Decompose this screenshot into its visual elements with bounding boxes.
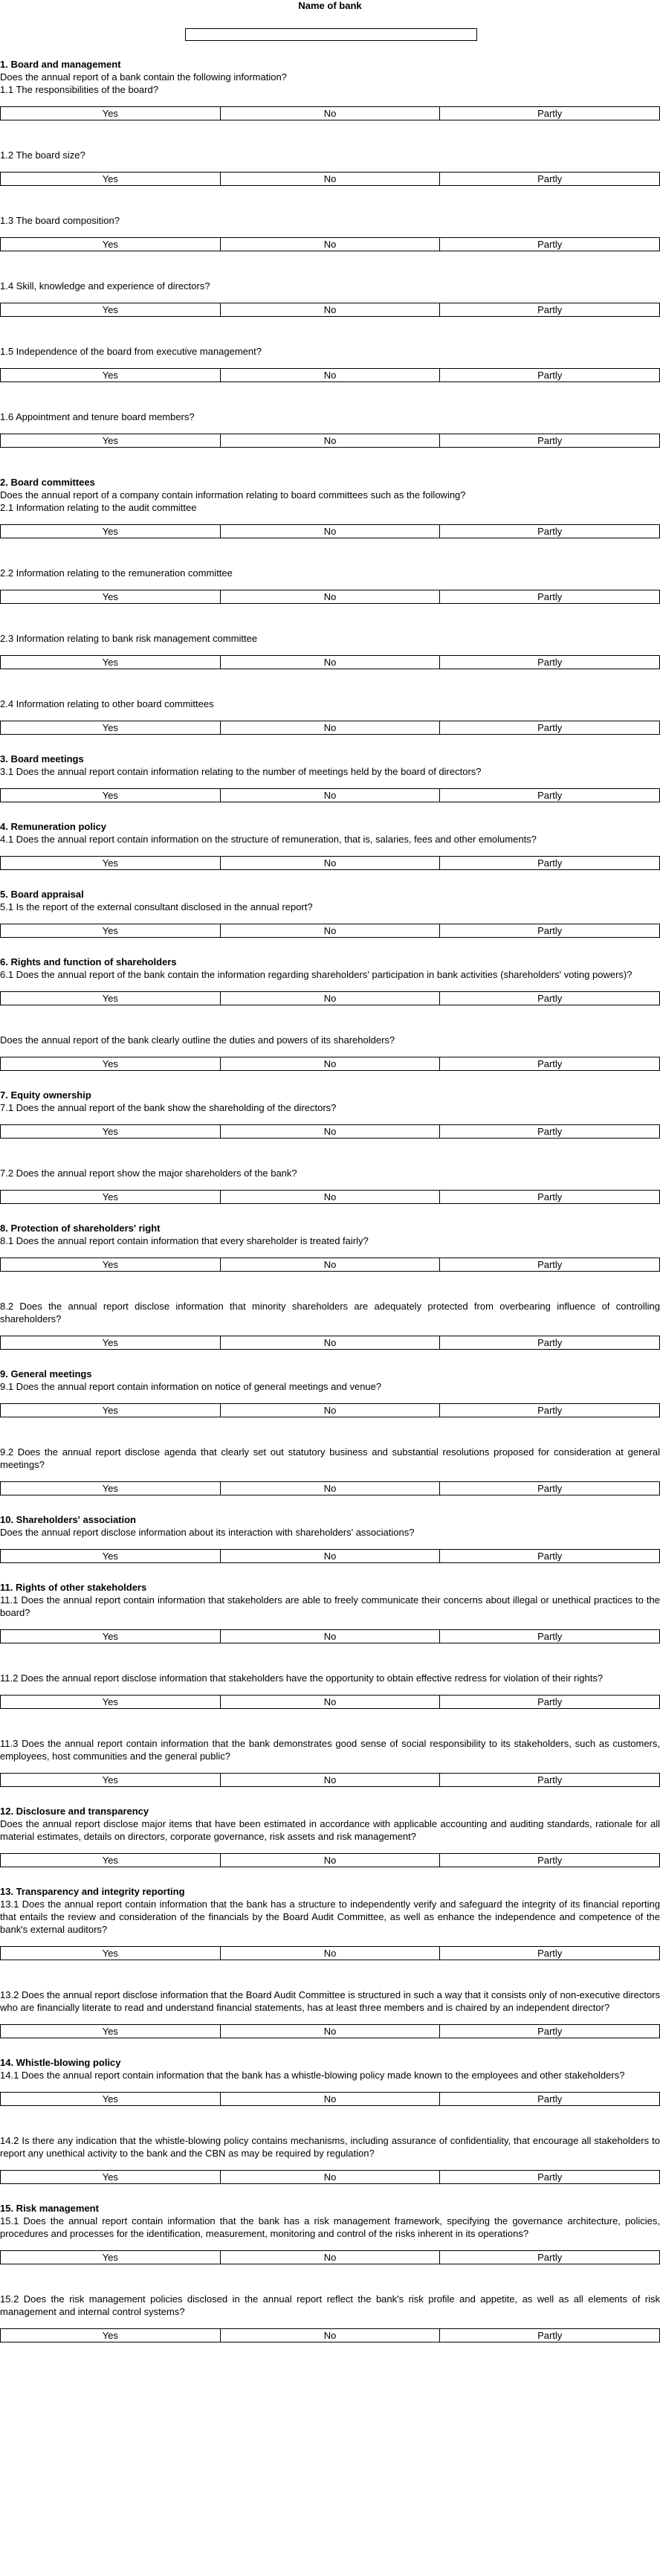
questionnaire-form [0, 58, 660, 2342]
answer-partly[interactable]: Partly [439, 107, 659, 120]
section-heading: 11. Rights of other stakeholders [0, 1582, 147, 1593]
answer-partly[interactable]: Partly [439, 2025, 659, 2038]
answer-row [0, 524, 660, 538]
question-text: 14.1 Does the annual report contain information that the bank has a whistle-blowing policy made known to the employees and other stakeholders? [0, 2070, 625, 2081]
answer-row [0, 1629, 660, 1643]
answer-yes[interactable]: Yes [102, 2171, 118, 2183]
answer-partly[interactable]: Partly [439, 992, 659, 1005]
answer-no[interactable]: No [220, 1696, 440, 1708]
answer-no[interactable]: No [220, 107, 440, 120]
question-text: 6.1 Does the annual report of the bank contain the information regarding shareholders' participation in bank activities (shareholders' voting powers)? [0, 969, 632, 980]
section-heading: 12. Disclosure and transparency [0, 1806, 149, 1817]
question-text: 11.2 Does the annual report disclose information that stakeholders have the opportunity to obtain effective redress for violation of their rights? [0, 1672, 604, 1684]
question-text: 1.2 The board size? [0, 149, 85, 161]
answer-row [0, 106, 660, 120]
answer-no[interactable]: No [220, 992, 440, 1005]
answer-row [0, 172, 660, 186]
section-heading: 8. Protection of shareholders' right [0, 1223, 161, 1234]
answer-no[interactable]: No [220, 656, 440, 669]
answer-row [0, 924, 660, 938]
answer-no[interactable]: No [220, 1258, 440, 1271]
answer-yes[interactable]: Yes [102, 1483, 118, 1494]
answer-partly[interactable]: Partly [439, 1404, 659, 1417]
section-heading: 2. Board committees [0, 477, 95, 488]
question-text: 1.1 The responsibilities of the board? [0, 84, 158, 95]
answer-row [0, 2250, 660, 2264]
section-heading: 5. Board appraisal [0, 889, 84, 900]
answer-no[interactable]: No [220, 2025, 440, 2038]
answer-yes[interactable]: Yes [102, 435, 118, 446]
answer-no[interactable]: No [220, 1404, 440, 1417]
answer-no[interactable]: No [220, 789, 440, 802]
answer-yes[interactable]: Yes [102, 2252, 118, 2263]
answer-partly[interactable]: Partly [439, 1630, 659, 1643]
question-text: Does the annual report of the bank clearly outline the duties and powers of its shareholders? [0, 1034, 395, 1046]
answer-row [0, 655, 660, 669]
answer-partly[interactable]: Partly [439, 721, 659, 734]
question-text: 1.6 Appointment and tenure board members? [0, 411, 195, 422]
question-text: 11.3 Does the annual report contain information that the bank demonstrates good sense of social responsibility to its stakeholders, such as customers, employees, host communities and the general public? [0, 1738, 660, 1762]
answer-row [0, 2328, 660, 2342]
question-text: 15.2 Does the risk management policies disclosed in the annual report reflect the bank's risk profile and appetite, as well as all elements of risk management and internal control systems? [0, 2293, 660, 2317]
answer-row [0, 1258, 660, 1272]
answer-yes[interactable]: Yes [102, 1551, 118, 1562]
answer-no[interactable]: No [220, 434, 440, 447]
answer-no[interactable]: No [220, 2093, 440, 2105]
bank-name-field[interactable] [185, 28, 477, 41]
question-text: 7.2 Does the annual report show the major shareholders of the bank? [0, 1168, 297, 1179]
answer-yes[interactable]: Yes [102, 1337, 118, 1348]
answer-yes[interactable]: Yes [102, 1696, 118, 1707]
answer-partly[interactable]: Partly [439, 1336, 659, 1349]
answer-yes[interactable]: Yes [102, 1191, 118, 1202]
question-text: 2.2 Information relating to the remuneration committee [0, 567, 233, 579]
question-text: 5.1 Is the report of the external consultant disclosed in the annual report? [0, 901, 313, 912]
answer-yes[interactable]: Yes [102, 108, 118, 119]
answer-yes[interactable]: Yes [102, 370, 118, 381]
answer-no[interactable]: No [220, 238, 440, 251]
question-text: 15.1 Does the annual report contain information that the bank has a risk management framework, specifying the governance architecture, policies, procedures and processes for the identification, measurement, monitoring and control of the risks inherent in its operations? [0, 2215, 660, 2239]
answer-row [0, 1336, 660, 1350]
answer-row [0, 1695, 660, 1709]
question-text: 2.1 Information relating to the audit committee [0, 502, 197, 513]
question-text: 1.3 The board composition? [0, 215, 120, 226]
section-heading: 14. Whistle-blowing policy [0, 2057, 121, 2068]
answer-no[interactable]: No [220, 924, 440, 937]
answer-yes[interactable]: Yes [102, 790, 118, 801]
section-heading: 15. Risk management [0, 2203, 99, 2214]
answer-partly[interactable]: Partly [439, 1696, 659, 1708]
answer-yes[interactable]: Yes [102, 304, 118, 315]
question-text: 11.1 Does the annual report contain information that stakeholders are able to freely communicate their concerns about illegal or unethical practices to the board? [0, 1594, 660, 1618]
question-text: 4.1 Does the annual report contain information on the structure of remuneration, that is, salaries, fees and other emoluments? [0, 834, 537, 845]
section-heading: 13. Transparency and integrity reporting [0, 1886, 185, 1897]
answer-no[interactable]: No [220, 2329, 440, 2342]
answer-yes[interactable]: Yes [102, 1405, 118, 1416]
answer-partly[interactable]: Partly [439, 1854, 659, 1867]
answer-partly[interactable]: Partly [439, 369, 659, 381]
question-text: 9.2 Does the annual report disclose agenda that clearly set out statutory business and substantial resolutions proposed for consideration at general meetings? [0, 1446, 660, 1470]
section-intro: Does the annual report of a bank contain the following information? [0, 71, 287, 83]
answer-yes[interactable]: Yes [102, 1855, 118, 1866]
answer-yes[interactable]: Yes [102, 526, 118, 537]
question-text: 14.2 Is there any indication that the whistle-blowing policy contains mechanisms, including assurance of confidentiality, that encourage all stakeholders to report any unethical activity to the bank and the CBN as may be required by regulation? [0, 2135, 660, 2159]
answer-no[interactable]: No [220, 1336, 440, 1349]
answer-no[interactable]: No [220, 1774, 440, 1786]
answer-partly[interactable]: Partly [439, 2251, 659, 2264]
answer-partly[interactable]: Partly [439, 2171, 659, 2183]
answer-partly[interactable]: Partly [439, 238, 659, 251]
answer-no[interactable]: No [220, 173, 440, 185]
question-text: 13.2 Does the annual report disclose information that the Board Audit Committee is structured in such a way that it consists only of non-executive directors who are financially literate to read and understand financial statements, has at least three members and is chaired by an independent director? [0, 1989, 660, 2013]
answer-no[interactable]: No [220, 1550, 440, 1562]
page-title: Name of bank [298, 0, 362, 11]
answer-row [0, 237, 660, 251]
answer-partly[interactable]: Partly [439, 525, 659, 538]
answer-partly[interactable]: Partly [439, 1550, 659, 1562]
section-heading: 4. Remuneration policy [0, 821, 107, 832]
answer-yes[interactable]: Yes [102, 857, 118, 869]
answer-partly[interactable]: Partly [439, 1057, 659, 1070]
answer-partly[interactable]: Partly [439, 1947, 659, 1960]
question-text: Does the annual report disclose major items that have been estimated in accordance with applicable accounting and auditing standards, rationale for all material estimates, details on directors, corporate governance, risk assets and risk management? [0, 1818, 660, 1842]
answer-no[interactable]: No [220, 1630, 440, 1643]
answer-yes[interactable]: Yes [102, 591, 118, 602]
section-heading: 9. General meetings [0, 1368, 92, 1379]
section-intro: Does the annual report of a company contain information relating to board committees such as the following? [0, 489, 466, 500]
answer-partly[interactable]: Partly [439, 303, 659, 316]
question-text: 13.1 Does the annual report contain information that the bank has a structure to independently verify and safeguard the integrity of its financial reporting that entails the review and consideration of the financials by the Board Audit Committee, as well as enhance the independence and competence of the bank's external auditors? [0, 1899, 660, 1935]
answer-no[interactable]: No [220, 369, 440, 381]
answer-no[interactable]: No [220, 857, 440, 869]
answer-row [0, 1773, 660, 1787]
answer-partly[interactable]: Partly [439, 1125, 659, 1138]
answer-no[interactable]: No [220, 525, 440, 538]
section-heading: 6. Rights and function of shareholders [0, 956, 177, 967]
answer-row [0, 1190, 660, 1204]
question-text: 2.4 Information relating to other board committees [0, 698, 214, 709]
question-text: Does the annual report disclose information about its interaction with shareholders' associations? [0, 1527, 415, 1538]
section-heading: 3. Board meetings [0, 753, 84, 764]
answer-no[interactable]: No [220, 590, 440, 603]
answer-no[interactable]: No [220, 1947, 440, 1960]
answer-partly[interactable]: Partly [439, 789, 659, 802]
question-text: 1.5 Independence of the board from executive management? [0, 346, 262, 357]
question-text: 8.1 Does the annual report contain information that every shareholder is treated fairly? [0, 1235, 369, 1246]
answer-row [0, 2024, 660, 2038]
answer-row [0, 1853, 660, 1867]
answer-row [0, 1549, 660, 1563]
answer-partly[interactable]: Partly [439, 2329, 659, 2342]
answer-yes[interactable]: Yes [102, 1126, 118, 1137]
answer-row [0, 721, 660, 735]
section-heading: 7. Equity ownership [0, 1089, 91, 1101]
answer-yes[interactable]: Yes [102, 722, 118, 733]
answer-no[interactable]: No [220, 1191, 440, 1203]
question-text: 8.2 Does the annual report disclose information that minority shareholders are adequately protected from overbearing influence of controlling shareholders? [0, 1301, 660, 1324]
answer-row [0, 788, 660, 802]
answer-row [0, 368, 660, 382]
answer-no[interactable]: No [220, 1854, 440, 1867]
answer-yes[interactable]: Yes [102, 239, 118, 250]
answer-yes[interactable]: Yes [102, 657, 118, 668]
question-text: 7.1 Does the annual report of the bank show the shareholding of the directors? [0, 1102, 337, 1113]
answer-yes[interactable]: Yes [102, 925, 118, 936]
answer-partly[interactable]: Partly [439, 434, 659, 447]
answer-partly[interactable]: Partly [439, 590, 659, 603]
answer-yes[interactable]: Yes [102, 993, 118, 1004]
answer-row [0, 2092, 660, 2106]
answer-row [0, 1124, 660, 1139]
answer-yes[interactable]: Yes [102, 2093, 118, 2105]
answer-yes[interactable]: Yes [102, 1058, 118, 1069]
answer-yes[interactable]: Yes [102, 1259, 118, 1270]
answer-partly[interactable]: Partly [439, 1191, 659, 1203]
answer-yes[interactable]: Yes [102, 2330, 118, 2341]
answer-no[interactable]: No [220, 1125, 440, 1138]
answer-no[interactable]: No [220, 1057, 440, 1070]
answer-row [0, 991, 660, 1005]
answer-row [0, 590, 660, 604]
question-text: 3.1 Does the annual report contain information relating to the number of meetings held by the board of directors? [0, 766, 482, 777]
answer-no[interactable]: No [220, 2171, 440, 2183]
answer-partly[interactable]: Partly [439, 857, 659, 869]
section-heading: 1. Board and management [0, 59, 121, 70]
answer-yes[interactable]: Yes [102, 1631, 118, 1642]
answer-row [0, 2170, 660, 2184]
answer-yes[interactable]: Yes [102, 2026, 118, 2037]
answer-yes[interactable]: Yes [102, 173, 118, 184]
answer-partly[interactable]: Partly [439, 173, 659, 185]
answer-yes[interactable]: Yes [102, 1948, 118, 1959]
answer-no[interactable]: No [220, 303, 440, 316]
answer-row [0, 1946, 660, 1960]
answer-no[interactable]: No [220, 1482, 440, 1495]
answer-row [0, 1057, 660, 1071]
question-text: 2.3 Information relating to bank risk management committee [0, 633, 258, 644]
answer-row [0, 1403, 660, 1417]
answer-row [0, 434, 660, 448]
section-heading: 10. Shareholders' association [0, 1514, 136, 1525]
answer-partly[interactable]: Partly [439, 656, 659, 669]
answer-partly[interactable]: Partly [439, 1482, 659, 1495]
answer-row [0, 1481, 660, 1495]
answer-row [0, 303, 660, 317]
answer-yes[interactable]: Yes [102, 1774, 118, 1786]
answer-no[interactable]: No [220, 2251, 440, 2264]
answer-row [0, 856, 660, 870]
question-text: 1.4 Skill, knowledge and experience of directors? [0, 280, 210, 292]
answer-partly[interactable]: Partly [439, 2093, 659, 2105]
answer-partly[interactable]: Partly [439, 1774, 659, 1786]
answer-no[interactable]: No [220, 721, 440, 734]
answer-partly[interactable]: Partly [439, 924, 659, 937]
question-text: 9.1 Does the annual report contain information on notice of general meetings and venue? [0, 1381, 382, 1392]
answer-partly[interactable]: Partly [439, 1258, 659, 1271]
